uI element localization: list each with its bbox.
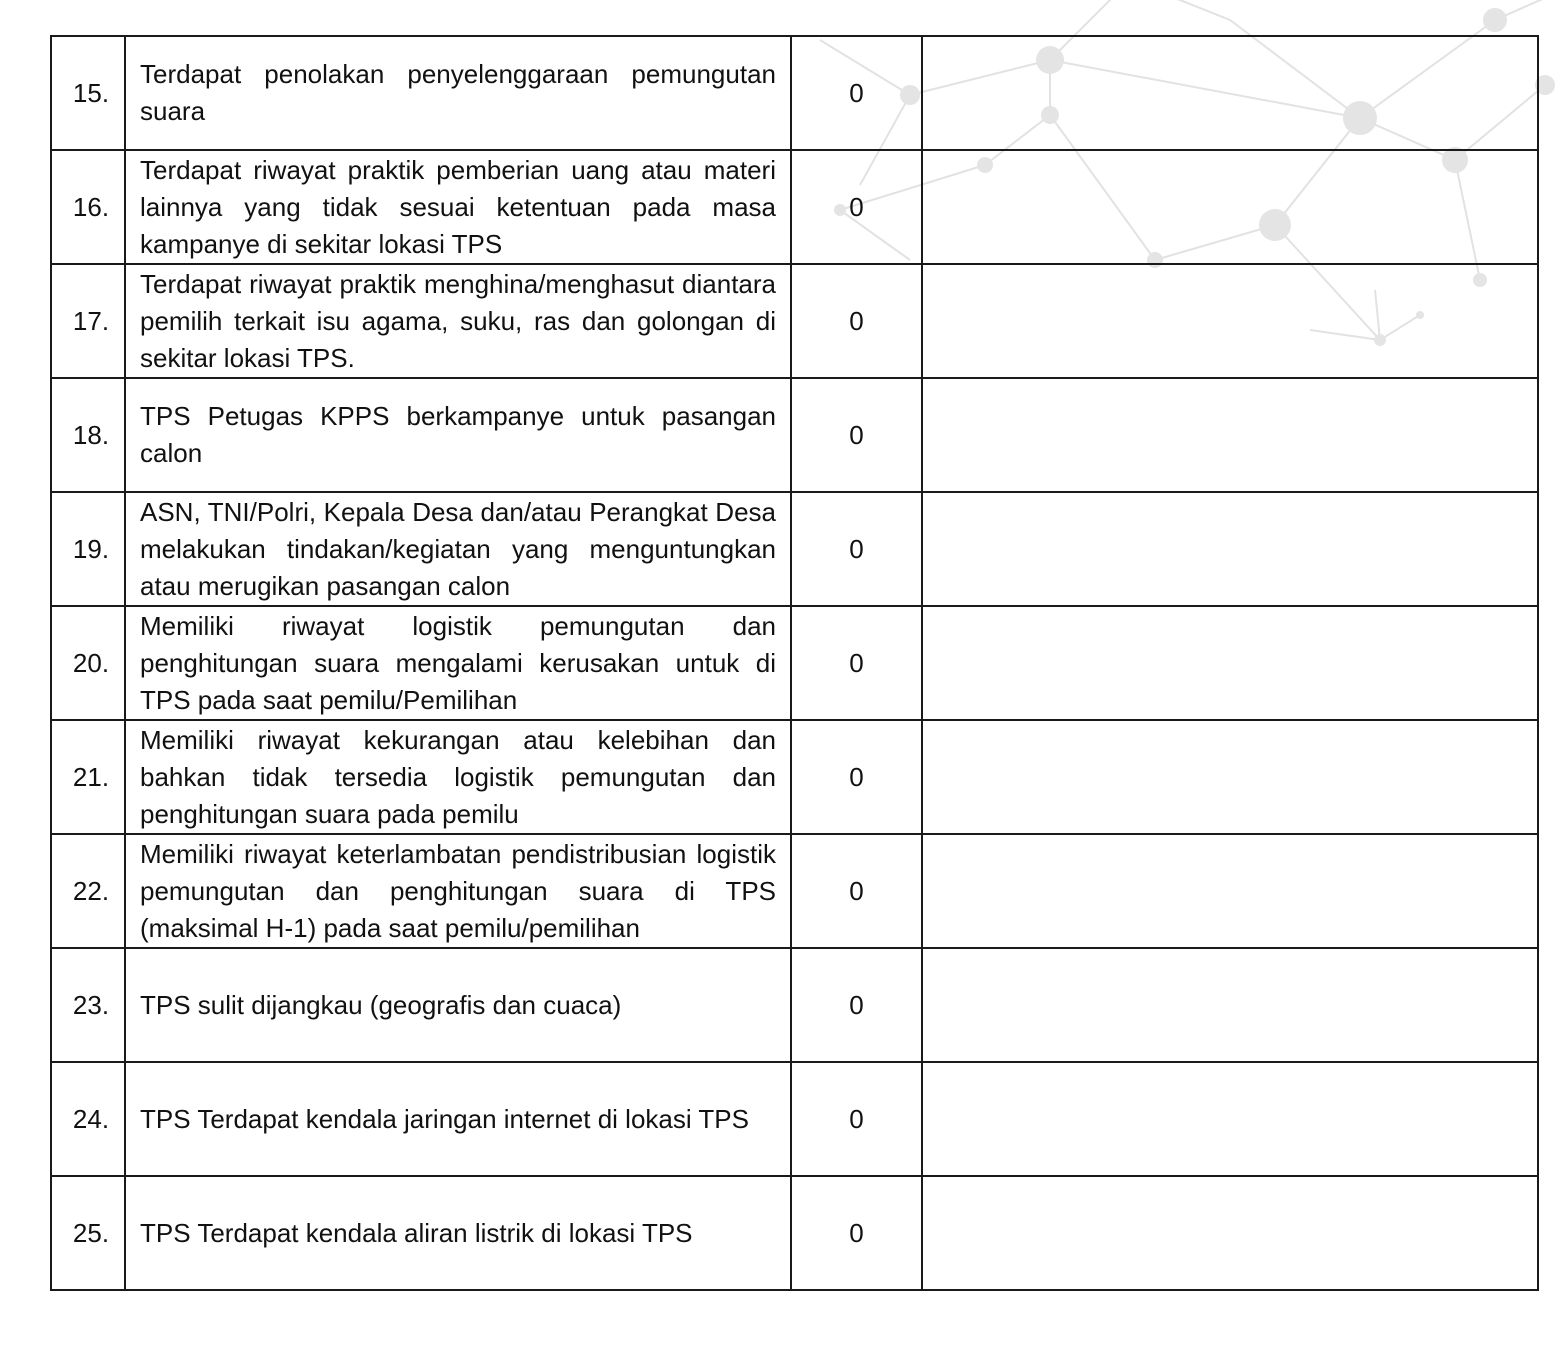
row-value: 0 bbox=[849, 1217, 864, 1248]
row-value: 0 bbox=[849, 419, 864, 450]
value-cell bbox=[791, 264, 922, 378]
row-description: ASN, TNI/Polri, Kepala Desa dan/atau Perangkat Desa melakukan tindakan/kegiatan yang menguntungkan atau merugikan pasangan calon bbox=[140, 496, 776, 601]
value-cell bbox=[791, 1176, 922, 1290]
row-number-cell bbox=[51, 948, 125, 1062]
table-row bbox=[51, 264, 1538, 378]
row-value: 0 bbox=[849, 1103, 864, 1134]
row-description: Memiliki riwayat keterlambatan pendistribusian logistik pemungutan dan penghitungan suara di TPS (maksimal H-1) pada saat pemilu/pemilihan bbox=[140, 838, 776, 943]
row-number: 21. bbox=[72, 761, 110, 792]
table-row bbox=[51, 492, 1538, 606]
row-description: TPS Petugas KPPS berkampanye untuk pasangan calon bbox=[140, 401, 776, 468]
table-row bbox=[51, 36, 1538, 150]
description-cell bbox=[125, 378, 791, 492]
description-cell bbox=[125, 1062, 791, 1176]
table-row bbox=[51, 150, 1538, 264]
row-number-cell bbox=[51, 1062, 125, 1176]
row-number: 19. bbox=[72, 533, 110, 564]
row-number: 15. bbox=[72, 77, 110, 108]
row-description: Memiliki riwayat logistik pemungutan dan penghitungan suara mengalami kerusakan untuk di TPS pada saat pemilu/Pemilihan bbox=[140, 610, 776, 715]
note-cell bbox=[922, 1062, 1538, 1176]
row-value: 0 bbox=[849, 875, 864, 906]
row-description: Terdapat riwayat praktik menghina/menghasut diantara pemilih terkait isu agama, suku, ras dan golongan di sekitar lokasi TPS. bbox=[140, 268, 776, 373]
note-cell bbox=[922, 1176, 1538, 1290]
row-value: 0 bbox=[849, 989, 864, 1020]
value-cell bbox=[791, 378, 922, 492]
row-number-cell bbox=[51, 720, 125, 834]
row-description: Terdapat riwayat praktik pemberian uang atau materi lainnya yang tidak sesuai ketentuan pada masa kampanye di sekitar lokasi TPS bbox=[140, 154, 776, 259]
value-cell bbox=[791, 948, 922, 1062]
table-row bbox=[51, 834, 1538, 948]
note-cell bbox=[922, 378, 1538, 492]
note-cell bbox=[922, 606, 1538, 720]
table-row bbox=[51, 378, 1538, 492]
note-cell bbox=[922, 834, 1538, 948]
row-number-cell bbox=[51, 834, 125, 948]
row-value: 0 bbox=[849, 533, 864, 564]
description-cell bbox=[125, 264, 791, 378]
value-cell bbox=[791, 150, 922, 264]
description-cell bbox=[125, 720, 791, 834]
note-cell bbox=[922, 264, 1538, 378]
table-row bbox=[51, 1062, 1538, 1176]
row-value: 0 bbox=[849, 647, 864, 678]
value-cell bbox=[791, 1062, 922, 1176]
row-value: 0 bbox=[849, 761, 864, 792]
note-cell bbox=[922, 492, 1538, 606]
row-number: 17. bbox=[72, 305, 110, 336]
value-cell bbox=[791, 606, 922, 720]
row-number: 20. bbox=[72, 647, 110, 678]
row-number-cell bbox=[51, 150, 125, 264]
note-cell bbox=[922, 948, 1538, 1062]
description-cell bbox=[125, 492, 791, 606]
row-number-cell bbox=[51, 1176, 125, 1290]
row-number-cell bbox=[51, 606, 125, 720]
row-description: TPS sulit dijangkau (geografis dan cuaca) bbox=[140, 989, 622, 1020]
row-number-cell bbox=[51, 378, 125, 492]
row-number: 22. bbox=[72, 875, 110, 906]
value-cell bbox=[791, 36, 922, 150]
note-cell bbox=[922, 150, 1538, 264]
row-value: 0 bbox=[849, 305, 864, 336]
table-row bbox=[51, 948, 1538, 1062]
row-number: 16. bbox=[72, 191, 110, 222]
value-cell bbox=[791, 492, 922, 606]
row-value: 0 bbox=[849, 191, 864, 222]
table-body bbox=[51, 36, 1538, 1290]
row-number: 18. bbox=[72, 419, 110, 450]
description-cell bbox=[125, 606, 791, 720]
row-number-cell bbox=[51, 36, 125, 150]
description-cell bbox=[125, 36, 791, 150]
risk-indicator-table bbox=[50, 35, 1539, 1291]
row-description: TPS Terdapat kendala jaringan internet di lokasi TPS bbox=[140, 1103, 749, 1134]
row-number: 23. bbox=[72, 989, 110, 1020]
table-row bbox=[51, 606, 1538, 720]
description-cell bbox=[125, 834, 791, 948]
row-number-cell bbox=[51, 492, 125, 606]
row-number: 25. bbox=[72, 1217, 110, 1248]
value-cell bbox=[791, 720, 922, 834]
row-number-cell bbox=[51, 264, 125, 378]
row-description: Memiliki riwayat kekurangan atau kelebihan dan bahkan tidak tersedia logistik pemungutan dan penghitungan suara pada pemilu bbox=[140, 724, 776, 829]
row-description: Terdapat penolakan penyelenggaraan pemungutan suara bbox=[140, 59, 776, 126]
row-number: 24. bbox=[72, 1103, 110, 1134]
note-cell bbox=[922, 36, 1538, 150]
description-cell bbox=[125, 948, 791, 1062]
table-row bbox=[51, 720, 1538, 834]
row-value: 0 bbox=[849, 77, 864, 108]
description-cell bbox=[125, 1176, 791, 1290]
row-description: TPS Terdapat kendala aliran listrik di lokasi TPS bbox=[140, 1217, 693, 1248]
description-cell bbox=[125, 150, 791, 264]
value-cell bbox=[791, 834, 922, 948]
table-row bbox=[51, 1176, 1538, 1290]
note-cell bbox=[922, 720, 1538, 834]
